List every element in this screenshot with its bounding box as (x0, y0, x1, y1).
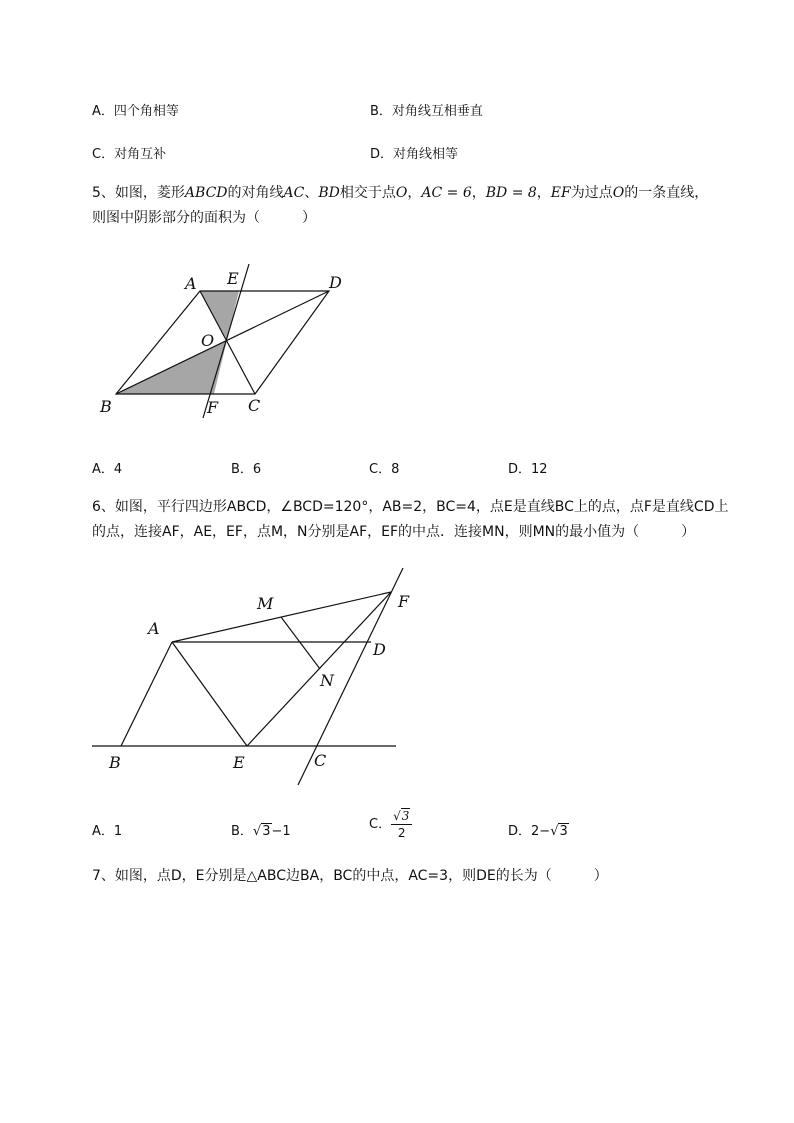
q6-option-b: B．√3−1 (231, 824, 291, 839)
q6-label-e: E (233, 753, 245, 772)
q7-question-line1: 7、如图，点D，E分别是△ABC边BA，BC的中点，AC=3，则DE的长为（ ） (92, 868, 608, 884)
q5-label-a: A (185, 274, 197, 293)
q4-option-d: D．对角线相等 (370, 147, 459, 162)
q6-option-d: D．2−√3 (508, 824, 568, 839)
q6-side-ab (121, 642, 172, 746)
q6-question-line1: 6、如图，平行四边形ABCD，∠BCD=120°，AB=2，BC=4，点E是直线BC上的点，点F是直线CD上 (92, 499, 729, 515)
q5-label-d: D (329, 273, 342, 292)
q6-question-line2: 的点，连接AF，AE，EF，点M，N分别是AF，EF的中点．连接MN，则MN的最小值为（ ） (92, 524, 696, 540)
q4-option-a: A．四个角相等 (92, 104, 179, 119)
q5-option-c: C．8 (369, 462, 400, 477)
q6-label-c: C (314, 751, 327, 770)
q6-label-n: N (320, 671, 334, 690)
q5-option-d: D．12 (508, 462, 548, 477)
q6-label-f: F (398, 592, 410, 611)
q6-option-a: A．1 (92, 824, 123, 839)
q5-question-line1: 5、如图，菱形ABCD的对角线AC、BD相交于点O，AC = 6，BD = 8，EF为过点O的一条直线， (92, 185, 709, 201)
q5-label-c: C (248, 396, 261, 415)
q6-label-b: B (109, 753, 121, 772)
q5-option-a: A．4 (92, 462, 123, 477)
q5-label-b: B (100, 397, 112, 416)
q6-label-a: A (148, 619, 160, 638)
q5-option-b: B．6 (231, 462, 262, 477)
q4-option-c: C．对角互补 (92, 147, 167, 162)
q6-segment-mn (281, 617, 320, 669)
q4-option-b: B．对角线互相垂直 (370, 104, 483, 119)
q6-segment-ef (247, 592, 391, 746)
q5-label-f: F (207, 398, 219, 417)
q6-label-d: D (373, 640, 386, 659)
q6-option-c: C． $\frac{√3}{2}$ (369, 810, 412, 839)
q6-label-m: M (257, 594, 274, 613)
q5-question-line2: 则图中阴影部分的面积为（ ） (92, 210, 316, 226)
q6-segment-ae (172, 642, 247, 746)
q5-label-o: O (201, 331, 215, 350)
q5-label-e: E (227, 269, 239, 288)
